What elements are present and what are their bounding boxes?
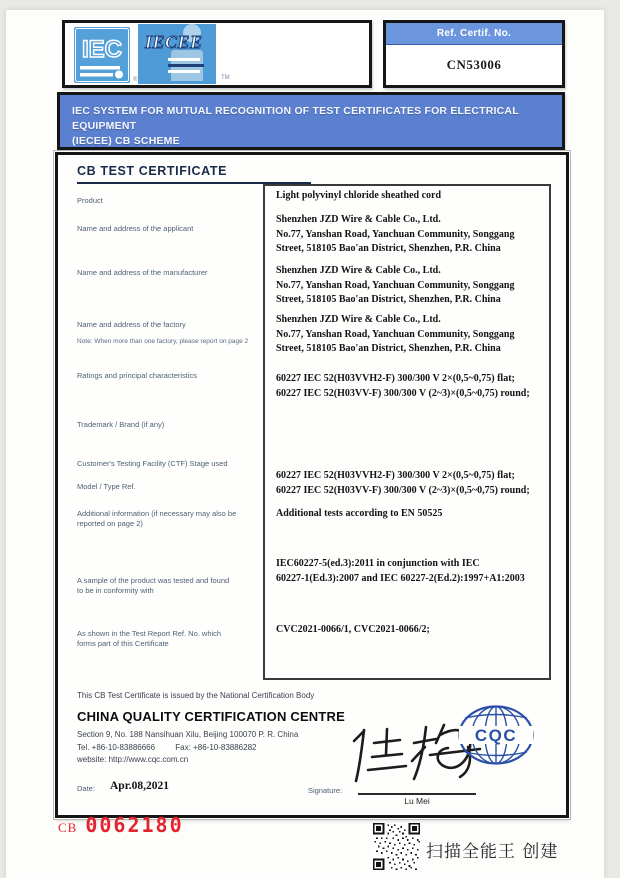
manufacturer-label: Name and address of the manufacturer — [77, 268, 208, 277]
conformity-value-line: IEC60227-5(ed.3):2011 in conjunction with IEC — [276, 558, 480, 569]
test-report-label-line2: forms part of this Certificate — [77, 639, 169, 648]
additional-info-value: Additional tests according to EN 50525 — [276, 508, 443, 519]
cb-number-stamp — [58, 813, 184, 837]
model-value-line: 60227 IEC 52(H03VV-F) 300/300 V (2~3)×(0,5~0,75) round; — [276, 484, 530, 496]
cb-stamp-prefix: CB — [58, 820, 78, 835]
issued-note: This CB Test Certificate is issued by the National Certification Body — [77, 691, 315, 700]
ref-certif-box — [383, 20, 565, 88]
applicant-label: Name and address of the applicant — [77, 224, 194, 233]
certificate-body — [55, 152, 569, 818]
product-label: Product — [77, 196, 103, 205]
model-value-line: 60227 IEC 52(H03VVH2-F) 300/300 V 2×(0,5~0,75) flat; — [276, 470, 515, 481]
cqc-logo-text: CQC — [474, 726, 518, 745]
factory-label: Name and address of the factory — [77, 320, 186, 329]
signature-line — [358, 793, 476, 795]
cb-stamp-number: 0062180 — [85, 813, 184, 837]
ref-certif-label: Ref. Certif. No. — [386, 23, 562, 45]
scanner-app-caption: 扫描全能王 创建 — [426, 842, 559, 862]
factory-note: Note: When more than one factory, please report on page 2 — [77, 338, 249, 345]
factory-value-line: No.77, Yanshan Road, Yanchuan Community, Songgang — [276, 328, 515, 340]
conformity-label — [77, 576, 259, 596]
trademark-label: Trademark / Brand (if any) — [77, 420, 165, 429]
scheme-banner-line1: IEC SYSTEM FOR MUTUAL RECOGNITION OF TEST CERTIFICATES FOR ELECTRICAL EQUIPMENT — [72, 105, 519, 132]
iec-logo-text: IEC — [81, 36, 123, 63]
applicant-value-line: Street, 518105 Bao'an District, Shenzhen, P.R. China — [276, 243, 501, 254]
iec-logo-icon — [74, 27, 130, 83]
date-label: Date: — [77, 784, 95, 793]
applicant-value-line: No.77, Yanshan Road, Yanchuan Community, Songgang — [276, 228, 515, 240]
trademark-mark: TM — [221, 75, 230, 81]
values-frame — [263, 184, 551, 680]
additional-info-label-line1: Additional information (if necessary may also be — [77, 509, 237, 518]
manufacturer-value-line: Shenzhen JZD Wire & Cable Co., Ltd. — [276, 265, 441, 276]
manufacturer-value-line: No.77, Yanshan Road, Yanchuan Community, Songgang — [276, 279, 515, 291]
test-report-value: CVC2021-0066/1, CVC2021-0066/2; — [276, 624, 430, 635]
qr-code-icon — [373, 823, 420, 870]
factory-value — [276, 313, 542, 357]
ratings-value-line: 60227 IEC 52(H03VVH2-F) 300/300 V 2×(0,5~0,75) flat; — [276, 373, 515, 384]
org-tel: Tel. +86-10-83886666 — [77, 743, 156, 752]
certificate-page — [6, 10, 604, 878]
ratings-value — [276, 372, 542, 401]
factory-value-line: Street, 518105 Bao'an District, Shenzhen, P.R. China — [276, 343, 501, 354]
conformity-label-line2: to be in conformity with — [77, 586, 154, 595]
signature-name: Lu Mei — [404, 796, 430, 806]
signature-label: Signature: — [308, 786, 343, 795]
logo-box — [62, 20, 372, 88]
test-report-label — [77, 629, 259, 649]
registered-mark: ® — [133, 77, 138, 83]
manufacturer-value-line: Street, 518105 Bao'an District, Shenzhen, P.R. China — [276, 294, 501, 305]
model-label: Model / Type Ref. — [77, 482, 136, 491]
scheme-banner-line2: (IECEE) CB SCHEME — [72, 135, 180, 147]
date-value: Apr.08,2021 — [110, 780, 169, 792]
iecee-logo-icon — [138, 24, 216, 84]
conformity-value-line: 60227-1(Ed.3):2007 and IEC 60227-2(Ed.2):1997+A1:2003 — [276, 572, 525, 584]
certification-body-name: CHINA QUALITY CERTIFICATION CENTRE — [77, 709, 345, 724]
manufacturer-value — [276, 264, 542, 308]
test-report-label-line1: As shown in the Test Report Ref. No. which — [77, 629, 222, 638]
applicant-value — [276, 213, 542, 257]
org-fax: Fax: +86-10-83886282 — [175, 743, 257, 752]
applicant-value-line: Shenzhen JZD Wire & Cable Co., Ltd. — [276, 214, 441, 225]
scheme-banner — [57, 92, 565, 150]
org-address: Section 9, No. 188 Nansihuan Xilu, Beijing 100070 P. R. China — [77, 730, 299, 739]
iecee-logo-text: IECEE — [145, 32, 203, 52]
ratings-label: Ratings and principal characteristics — [77, 371, 198, 380]
ctf-label: Customer's Testing Facility (CTF) Stage used — [77, 459, 228, 468]
conformity-label-line1: A sample of the product was tested and found — [77, 576, 230, 585]
ref-certif-number: CN53006 — [446, 57, 502, 72]
additional-info-label — [77, 509, 259, 529]
cqc-logo-icon — [456, 703, 536, 767]
additional-info-label-line2: reported on page 2) — [77, 519, 143, 528]
signature-block — [358, 793, 476, 806]
conformity-value — [276, 557, 542, 586]
factory-value-line: Shenzhen JZD Wire & Cable Co., Ltd. — [276, 314, 441, 325]
model-value — [276, 469, 542, 498]
product-value: Light polyvinyl chloride sheathed cord — [276, 190, 442, 201]
certificate-title: CB TEST CERTIFICATE — [77, 164, 228, 178]
ratings-value-line: 60227 IEC 52(H03VV-F) 300/300 V (2~3)×(0,5~0,75) round; — [276, 387, 530, 399]
org-contact — [77, 743, 256, 752]
org-website: website: http://www.cqc.com.cn — [77, 755, 189, 764]
